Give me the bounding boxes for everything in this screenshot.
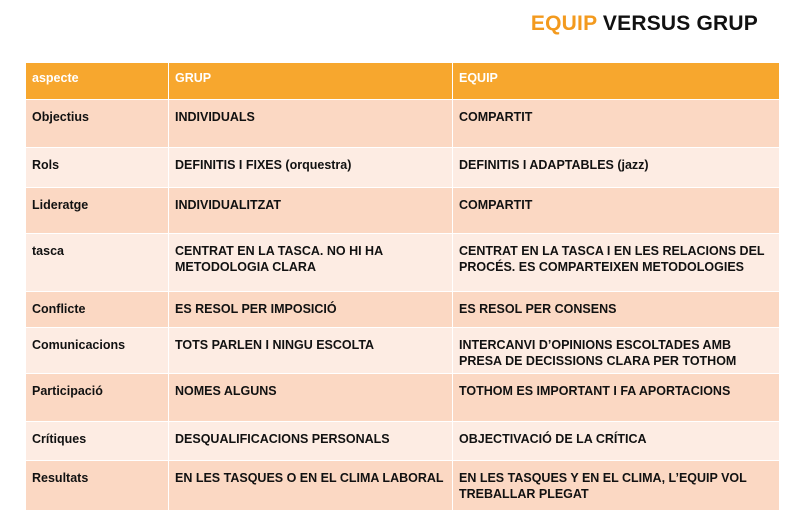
table-row: [26, 148, 780, 188]
cell-equip: TOTHOM ES IMPORTANT I FA APORTACIONS: [453, 374, 780, 422]
comparison-table: [25, 62, 780, 511]
cell-equip: DEFINITIS I ADAPTABLES (jazz): [453, 148, 780, 188]
cell-equip: COMPARTIT: [453, 188, 780, 234]
cell-grup: TOTS PARLEN I NINGU ESCOLTA: [169, 328, 453, 374]
cell-aspect: Resultats: [26, 461, 169, 511]
table-row: [26, 100, 780, 148]
cell-equip: OBJECTIVACIÓ DE LA CRÍTICA: [453, 422, 780, 461]
table-header-row: [26, 63, 780, 100]
cell-grup: DEFINITIS I FIXES (orquestra): [169, 148, 453, 188]
cell-equip: ES RESOL PER CONSENS: [453, 292, 780, 328]
cell-equip: CENTRAT EN LA TASCA I EN LES RELACIONS DEL PROCÉS. ES COMPARTEIXEN METODOLOGIES: [453, 234, 780, 292]
cell-aspect: Crítiques: [26, 422, 169, 461]
cell-equip: EN LES TASQUES Y EN EL CLIMA, L’EQUIP VOL TREBALLAR PLEGAT: [453, 461, 780, 511]
cell-grup: ES RESOL PER IMPOSICIÓ: [169, 292, 453, 328]
cell-grup: INDIVIDUALITZAT: [169, 188, 453, 234]
table-row: [26, 234, 780, 292]
cell-grup: CENTRAT EN LA TASCA. NO HI HA METODOLOGIA CLARA: [169, 234, 453, 292]
cell-grup: EN LES TASQUES O EN EL CLIMA LABORAL: [169, 461, 453, 511]
table-row: [26, 374, 780, 422]
title-accent: EQUIP: [530, 12, 597, 35]
cell-grup: INDIVIDUALS: [169, 100, 453, 148]
cell-aspect: Participació: [26, 374, 169, 422]
table-row: [26, 188, 780, 234]
cell-equip: COMPARTIT: [453, 100, 780, 148]
cell-aspect: Conflicte: [26, 292, 169, 328]
cell-grup: DESQUALIFICACIONS PERSONALS: [169, 422, 453, 461]
header-equip: EQUIP: [453, 63, 780, 100]
header-aspecte: aspecte: [26, 63, 169, 100]
table-row: [26, 292, 780, 328]
cell-aspect: Comunicacions: [26, 328, 169, 374]
table-row: [26, 461, 780, 511]
cell-grup: NOMES ALGUNS: [169, 374, 453, 422]
cell-aspect: Objectius: [26, 100, 169, 148]
cell-aspect: Rols: [26, 148, 169, 188]
cell-aspect: Lideratge: [26, 188, 169, 234]
table-row: [26, 422, 780, 461]
title-rest: VERSUS GRUP: [596, 12, 758, 35]
header-grup: GRUP: [169, 63, 453, 100]
cell-equip: INTERCANVI D’OPINIONS ESCOLTADES AMB PRESA DE DECISSIONS CLARA PER TOTHOM: [453, 328, 780, 374]
table-row: [26, 328, 780, 374]
page-title: [531, 12, 758, 36]
cell-aspect: tasca: [26, 234, 169, 292]
